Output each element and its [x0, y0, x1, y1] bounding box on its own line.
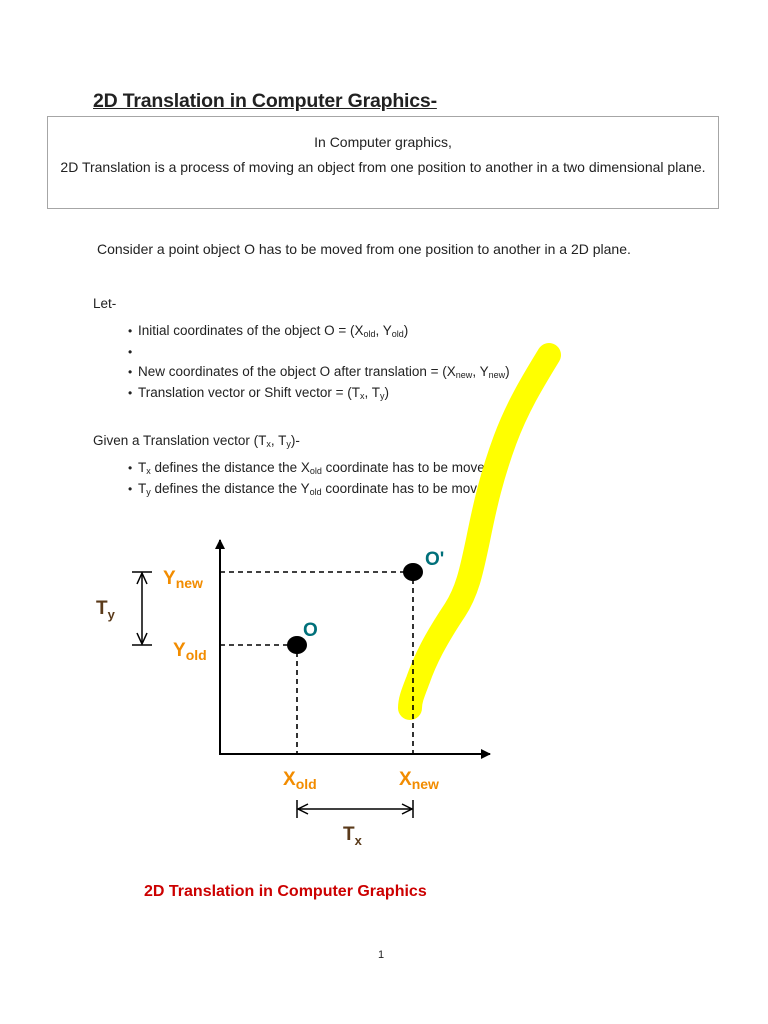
- label-tx: $T_x$: [343, 824, 362, 848]
- definition-line-2: 2D Translation is a process of moving an object from one position to another in a two dimensional plane.: [60, 159, 706, 175]
- list-item: • Initial coordinates of the object $O = (X_{old}$, $Y_{old}$): [128, 323, 409, 339]
- label-xnew: Xnew: [399, 769, 439, 792]
- given-paragraph: Given a Translation vector ($T_x$, $T_y)-$: [93, 433, 300, 449]
- point-o-prime: [403, 563, 423, 581]
- page-title: 2D Translation in Computer Graphics-: [93, 90, 437, 112]
- consider-paragraph: Consider a point object O has to be moved from one position to another in a 2D plane.: [97, 241, 631, 257]
- label-o-prime: O': [425, 549, 445, 570]
- list-item: • $T_y$ defines the distance the $Y_{old}$ coordinate has to be moved.: [128, 480, 496, 497]
- list-item: •: [128, 344, 133, 359]
- let-label: Let-: [93, 296, 117, 311]
- label-xold: Xold: [283, 769, 317, 792]
- label-o: O: [303, 620, 318, 641]
- definition-line-1: In Computer graphics,: [314, 134, 452, 150]
- page-number: 1: [378, 949, 385, 961]
- list-item: • New coordinates of the object O after translation = ($X_{new}$, $Y_{new}$): [128, 364, 510, 380]
- figure-caption: 2D Translation in Computer Graphics: [144, 883, 427, 900]
- list-item: • $T_x$ defines the distance the $X_{old}$ coordinate has to be moved.: [128, 460, 496, 476]
- yellow-highlight-stroke: [410, 355, 549, 708]
- label-ty: $T_y$: [96, 598, 115, 622]
- list-item: • Translation vector or Shift vector = ($T_x$, $T_y$): [128, 384, 389, 401]
- label-ynew: Ynew: [163, 568, 203, 591]
- label-yold: Yold: [173, 640, 207, 663]
